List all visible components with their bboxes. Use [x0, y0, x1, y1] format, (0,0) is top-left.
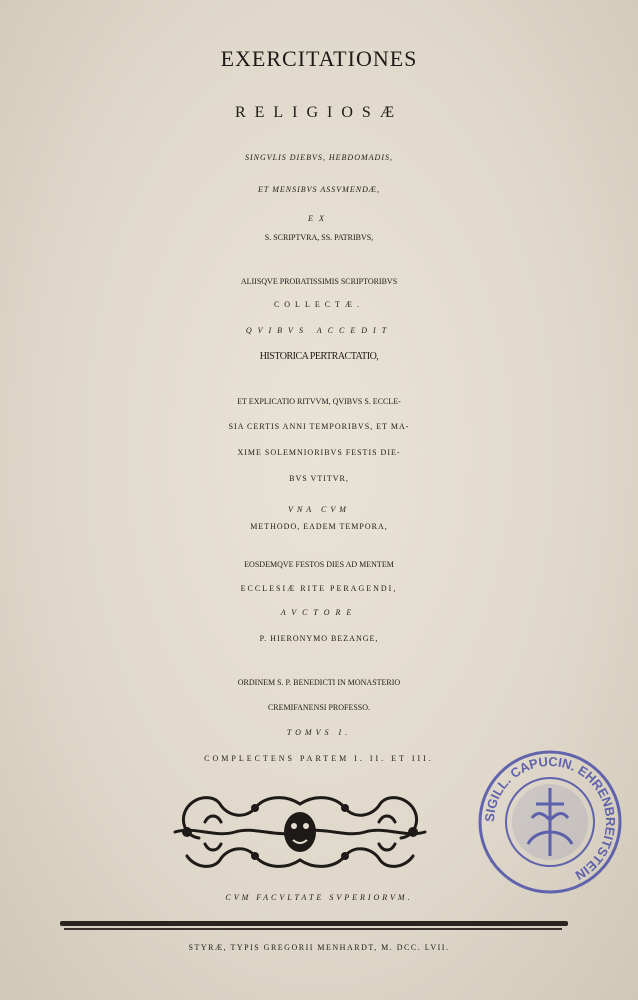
- source-line-scriptura: S. SCRIPTVRA, SS. PATRIBVS,: [264, 233, 374, 242]
- author-name: P. HIERONYMO BEZANGE,: [259, 634, 379, 643]
- phrase-una-cum: VNA CVM: [288, 505, 350, 514]
- author-profession: CREMIFANENSI PROFESSO.: [267, 703, 371, 712]
- imprint-rule-thin: [64, 928, 562, 930]
- heading-methodo: METHODO, EADEM TEMPORA,: [250, 522, 388, 531]
- permission-line: CVM FACVLTATE SVPERIORVM.: [225, 893, 413, 902]
- body-line-3: XIME SOLEMNIORIBVS FESTIS DIE-: [237, 448, 401, 457]
- label-auctore: AVCTORE: [280, 608, 358, 617]
- body-line-1: ET EXPLICATIO RITVVM, QVIBVS S. ECCLE-: [237, 397, 401, 406]
- body-line-2: SIA CERTIS ANNI TEMPORIBVS, ET MA-: [228, 422, 410, 431]
- printers-ornament: [165, 786, 435, 878]
- author-order: ORDINEM S. P. BENEDICTI IN MONASTERIO: [237, 678, 401, 687]
- title-line-religiosae: RELIGIOSÆ: [234, 104, 404, 121]
- body-line-4: BVS VTITVR,: [289, 474, 349, 483]
- body-line-ecclesiae: ECCLESIÆ RITE PERAGENDI,: [240, 584, 398, 593]
- subtitle-line-singulis: SINGVLIS DIEBVS, HEBDOMADIS,: [245, 153, 393, 162]
- title-line-exercitationes: EXERCITATIONES: [220, 46, 418, 71]
- source-line-aliisque: ALIISQVE PROBATISSIMIS SCRIPTORIBVS: [240, 277, 398, 286]
- word-collectae: COLLECTÆ.: [273, 300, 365, 309]
- phrase-quibus-accedit: QVIBVS ACCEDIT: [245, 326, 393, 335]
- subtitle-line-mensibus: ET MENSIBVS ASSVMENDÆ,: [258, 185, 380, 194]
- body-line-festos: EOSDEMQVE FESTOS DIES AD MENTEM: [244, 560, 394, 569]
- imprint-rule: [60, 921, 568, 926]
- stamp-text: SIGILL. CAPUCIN. EHRENBREITSTEIN: [481, 753, 619, 884]
- word-ex: EX: [308, 214, 330, 223]
- imprint-line: STYRÆ, TYPIS GREGORII MENHARDT, M. DCC. LVII.: [188, 943, 450, 952]
- volume-contents: COMPLECTENS PARTEM I. II. ET III.: [204, 754, 434, 763]
- library-stamp: [476, 748, 624, 896]
- volume-label: TOMVS I.: [286, 728, 352, 737]
- heading-historica: HISTORICA PERTRACTATIO,: [259, 351, 379, 362]
